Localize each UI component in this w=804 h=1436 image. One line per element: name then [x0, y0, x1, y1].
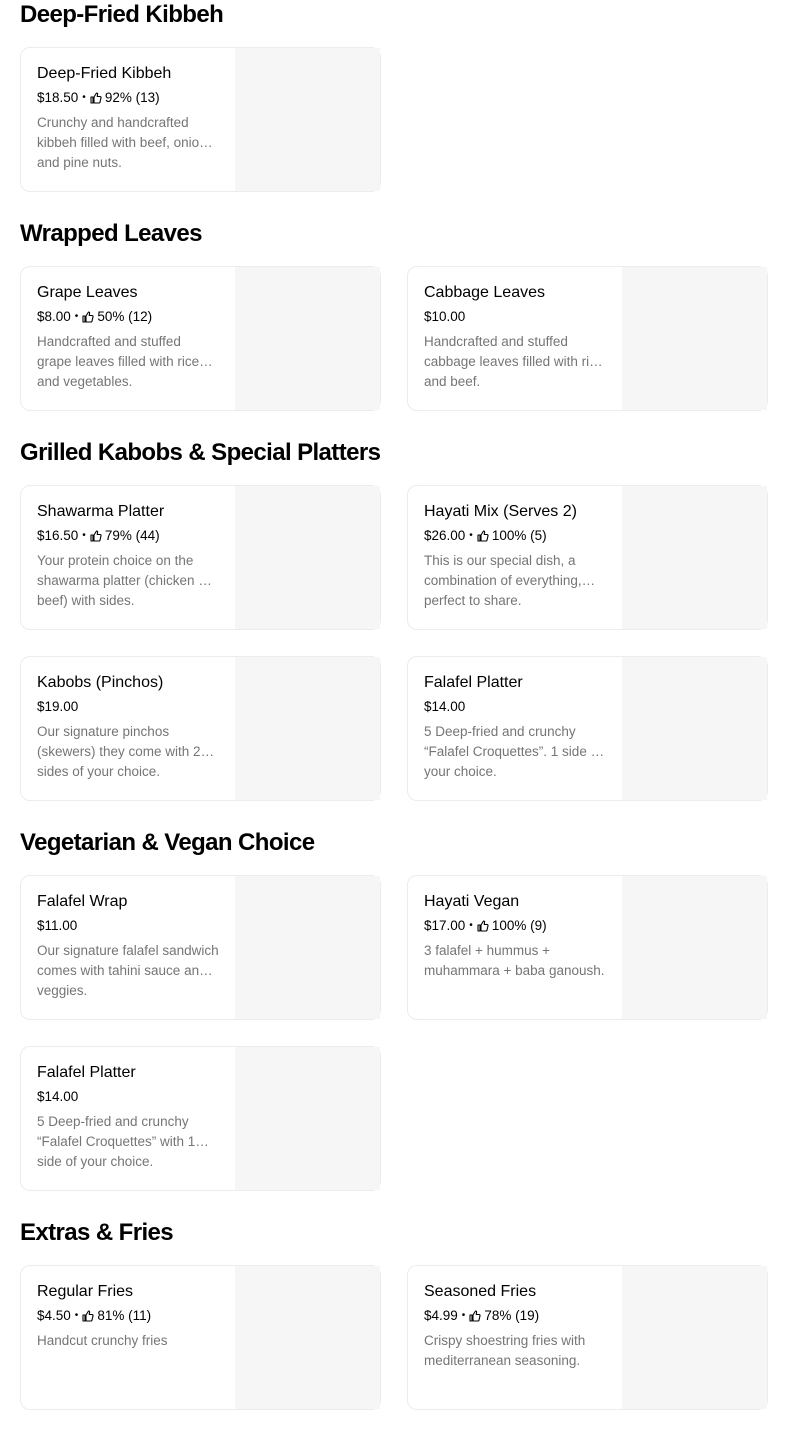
item-description: Crispy shoestring fries with mediterranean seasoning.: [424, 1333, 586, 1368]
item-image-placeholder: [622, 876, 767, 1019]
menu-item-card[interactable]: [20, 875, 381, 1020]
thumbs-up-icon: [477, 530, 489, 542]
item-price: $10.00: [424, 309, 466, 324]
item-meta: [37, 89, 222, 107]
item-name: Falafel Platter: [37, 1064, 136, 1081]
separator-dot: •: [82, 92, 86, 103]
item-name: Hayati Mix (Serves 2): [424, 503, 577, 520]
item-name: Grape Leaves: [37, 284, 138, 301]
item-price: $11.00: [37, 918, 78, 933]
menu-item-card[interactable]: [407, 875, 768, 1020]
item-description: Our signature falafel sandwich comes with tahini sauce and veggies.: [37, 943, 219, 998]
item-name: Falafel Platter: [424, 674, 523, 691]
item-description: Our signature pinchos (skewers) they come with 2 sides of your choice.: [37, 724, 201, 779]
menu-item-card[interactable]: [20, 1265, 381, 1410]
separator-dot: •: [469, 530, 473, 541]
item-meta: [424, 308, 609, 326]
item-meta: [37, 698, 222, 716]
item-price: $19.00: [37, 699, 79, 714]
menu-item-card[interactable]: [20, 485, 381, 630]
item-meta: [37, 1307, 222, 1325]
item-price: $14.00: [424, 699, 466, 714]
item-rating: 81% (11): [97, 1308, 152, 1323]
section-title: Deep-Fried Kibbeh: [20, 1, 224, 28]
item-price: $26.00: [424, 528, 466, 543]
menu-item-card[interactable]: [20, 656, 381, 801]
item-rating: 79% (44): [104, 528, 160, 543]
thumbs-up-icon: [90, 92, 102, 104]
item-image-placeholder: [235, 657, 380, 800]
thumbs-up-icon: [90, 530, 102, 542]
item-name: Shawarma Platter: [37, 503, 165, 520]
item-image-placeholder: [235, 48, 380, 191]
item-image-placeholder: [235, 1266, 380, 1409]
item-description: 5 Deep-fried and crunchy “Falafel Croquettes”. 1 side of your choice.: [424, 724, 602, 779]
item-meta: [424, 1307, 609, 1325]
menu-item-card[interactable]: [407, 656, 768, 801]
item-price: $18.50: [37, 90, 79, 105]
item-meta: [424, 917, 609, 935]
separator-dot: •: [74, 311, 79, 322]
separator-dot: •: [82, 530, 86, 541]
item-price: $14.00: [37, 1089, 79, 1104]
item-description: This is our special dish, a combination of everything, perfect to share.: [424, 553, 582, 608]
section-title: Grilled Kabobs & Special Platters: [20, 439, 381, 466]
item-image-placeholder: [622, 657, 767, 800]
item-rating: 100% (9): [491, 918, 547, 933]
separator-dot: •: [469, 920, 473, 931]
item-description: 3 falafel + hummus + muhammara + baba ganoush.: [424, 943, 605, 978]
item-name: Seasoned Fries: [424, 1283, 537, 1300]
item-rating: 92% (13): [104, 90, 160, 105]
item-meta: [37, 917, 222, 935]
item-meta: [37, 1088, 222, 1106]
item-description: Crunchy and handcrafted kibbeh filled with beef, onions and pine nuts.: [37, 115, 214, 170]
thumbs-up-icon: [82, 1310, 94, 1322]
item-meta: [424, 698, 609, 716]
item-price: $17.00: [424, 918, 466, 933]
item-description: Handcrafted and stuffed grape leaves filled with rice and vegetables.: [37, 334, 200, 389]
item-image-placeholder: [622, 267, 767, 410]
menu-item-card[interactable]: [407, 485, 768, 630]
item-name: Regular Fries: [37, 1283, 134, 1300]
item-name: Deep-Fried Kibbeh: [37, 65, 172, 82]
section-title: Vegetarian & Vegan Choice: [20, 829, 315, 856]
item-image-placeholder: [235, 486, 380, 629]
item-image-placeholder: [622, 1266, 767, 1409]
item-image-placeholder: [622, 486, 767, 629]
item-meta: [424, 527, 609, 545]
item-price: $4.50: [37, 1308, 71, 1323]
item-description: 5 Deep-fried and crunchy “Falafel Croquettes” with 1 side of your choice.: [37, 1114, 196, 1169]
item-rating: 78% (19): [484, 1308, 540, 1323]
thumbs-up-icon: [469, 1310, 481, 1322]
item-name: Kabobs (Pinchos): [37, 674, 164, 691]
menu-item-card[interactable]: [407, 266, 768, 411]
separator-dot: •: [74, 1310, 79, 1321]
section-title: Wrapped Leaves: [20, 220, 202, 247]
menu-item-card[interactable]: [20, 266, 381, 411]
item-description: Your protein choice on the shawarma platter (chicken or beef) with sides.: [37, 553, 211, 608]
item-price: $16.50: [37, 528, 79, 543]
item-rating: 50% (12): [97, 309, 153, 324]
separator-dot: •: [461, 1310, 466, 1321]
thumbs-up-icon: [477, 920, 489, 932]
item-image-placeholder: [235, 1047, 380, 1190]
item-description: Handcrafted and stuffed cabbage leaves filled with rice and beef.: [424, 334, 604, 389]
item-image-placeholder: [235, 876, 380, 1019]
item-meta: [37, 308, 222, 326]
menu-item-card[interactable]: [20, 47, 381, 192]
section-title: Extras & Fries: [20, 1219, 174, 1246]
item-rating: 100% (5): [491, 528, 547, 543]
item-name: Hayati Vegan: [424, 893, 520, 910]
item-description: Handcut crunchy fries: [37, 1333, 168, 1348]
item-meta: [37, 527, 222, 545]
item-price: $8.00: [37, 309, 71, 324]
menu-item-card[interactable]: [407, 1265, 768, 1410]
item-name: Cabbage Leaves: [424, 284, 545, 301]
item-price: $4.99: [424, 1308, 458, 1323]
thumbs-up-icon: [82, 311, 94, 323]
item-image-placeholder: [235, 267, 380, 410]
menu-item-card[interactable]: [20, 1046, 381, 1191]
item-name: Falafel Wrap: [37, 893, 128, 910]
